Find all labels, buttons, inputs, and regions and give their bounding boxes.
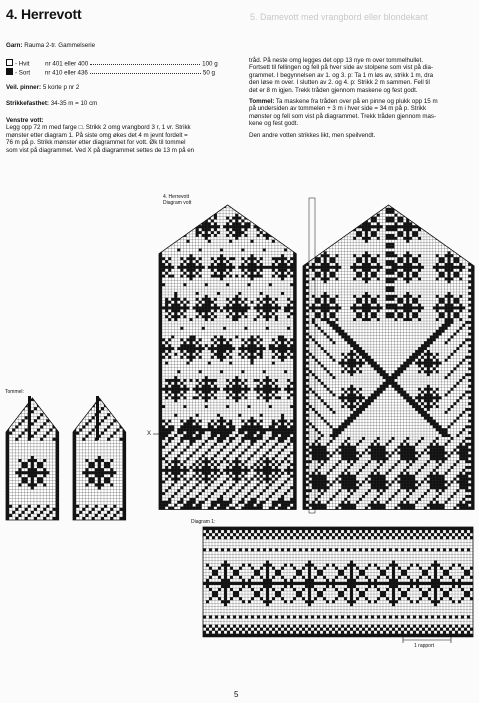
text-line: 76 m på p. Strikk mønster etter diagrammet for vott. Øk til tommel — [6, 139, 186, 147]
text-line: tråd. På neste omg legges det opp 13 nye m over tommelhullet. — [249, 57, 424, 64]
text-line: Den andre votten strikkes likt, men speilvendt. — [249, 131, 376, 139]
text-line: som vist på diagrammet. Ved X på diagrammet settes de 13 m på en — [6, 146, 195, 154]
text-line: på undersiden av tommelen + 3 m i hver side = 34 m på p. Strikk — [249, 105, 427, 113]
gauge-label: Strikkefasthet: — [6, 100, 49, 107]
gauge-value: 34-35 m = 10 cm — [50, 100, 98, 107]
text-line: Legg opp 72 m med farge □. Strikk 2 omg vrangbord 3 r, 1 vr. Strikk — [6, 124, 191, 132]
diagram-1-chart — [203, 527, 473, 637]
thumb-chart-right — [73, 398, 126, 520]
text-line: mønster og fell som vist på diagrammet. Trekk tråden gjennom mas- — [249, 112, 437, 120]
text-line: kene og fest godt. — [249, 120, 299, 128]
x-marker: X — [147, 431, 152, 437]
text-line: Fortsett til fellingen og fell på hver side av stolpene som vist på dia- — [249, 64, 433, 72]
text-line: mønster etter diagram 1. På siste omg økes det 4 m jevnt fordelt = — [6, 131, 188, 139]
diagram-title-line: 4. Herrevott — [163, 194, 190, 200]
needles-value: 5 korte p nr 2 — [42, 84, 80, 91]
thumb-heading: Tommel: — [249, 98, 275, 106]
yarn-item-code: nr 410 eller 436 — [44, 69, 88, 77]
yarn-item-name: - Hvit — [15, 60, 30, 68]
text-line: det er 8 m igjen. Trekk tråden gjennom maskene og fest godt. — [249, 86, 418, 94]
left-mitten-heading: Venstre vott: — [6, 117, 44, 124]
yarn-item-amount: 50 g — [202, 69, 215, 77]
yarn-item-amount: 100 g — [202, 60, 218, 68]
text-line: den løse m over. I slutten av 2. og 4. p: Strikk 2 m sammen. Fell til — [249, 79, 430, 87]
yarn-value: Rauma 2-tr. Gammelserie — [24, 42, 96, 49]
thumb-diagram-label: Tommel: — [5, 389, 24, 395]
diagram1-label: Diagram 1: — [191, 519, 216, 525]
yarn-label: Garn: — [6, 42, 23, 49]
diagram-title-line: Diagram vott — [163, 200, 192, 206]
mitten-chart-palm — [159, 205, 296, 510]
page-title: 4. Herrevott — [6, 6, 82, 22]
text-line: grammet. I begynnelsen av 1. og 3. p: Ta 1 m løs av, strikk 1 m, dra — [249, 71, 434, 79]
page-number: 5 — [234, 690, 239, 699]
mitten-chart-back — [303, 205, 474, 510]
text-line: Ta maskene fra tråden over på en pinne og plukk opp 15 m — [274, 98, 438, 106]
yarn-item-code: nr 401 eller 400 — [45, 60, 89, 68]
needles-label: Veil. pinner: — [6, 84, 42, 91]
yarn-item-name: - Sort — [15, 69, 31, 77]
thumb-chart-left — [6, 398, 59, 520]
bleed-through-header: 5. Damevott med vrangbord eller blondekant — [250, 12, 428, 22]
repeat-label: 1 rapport — [414, 643, 435, 649]
